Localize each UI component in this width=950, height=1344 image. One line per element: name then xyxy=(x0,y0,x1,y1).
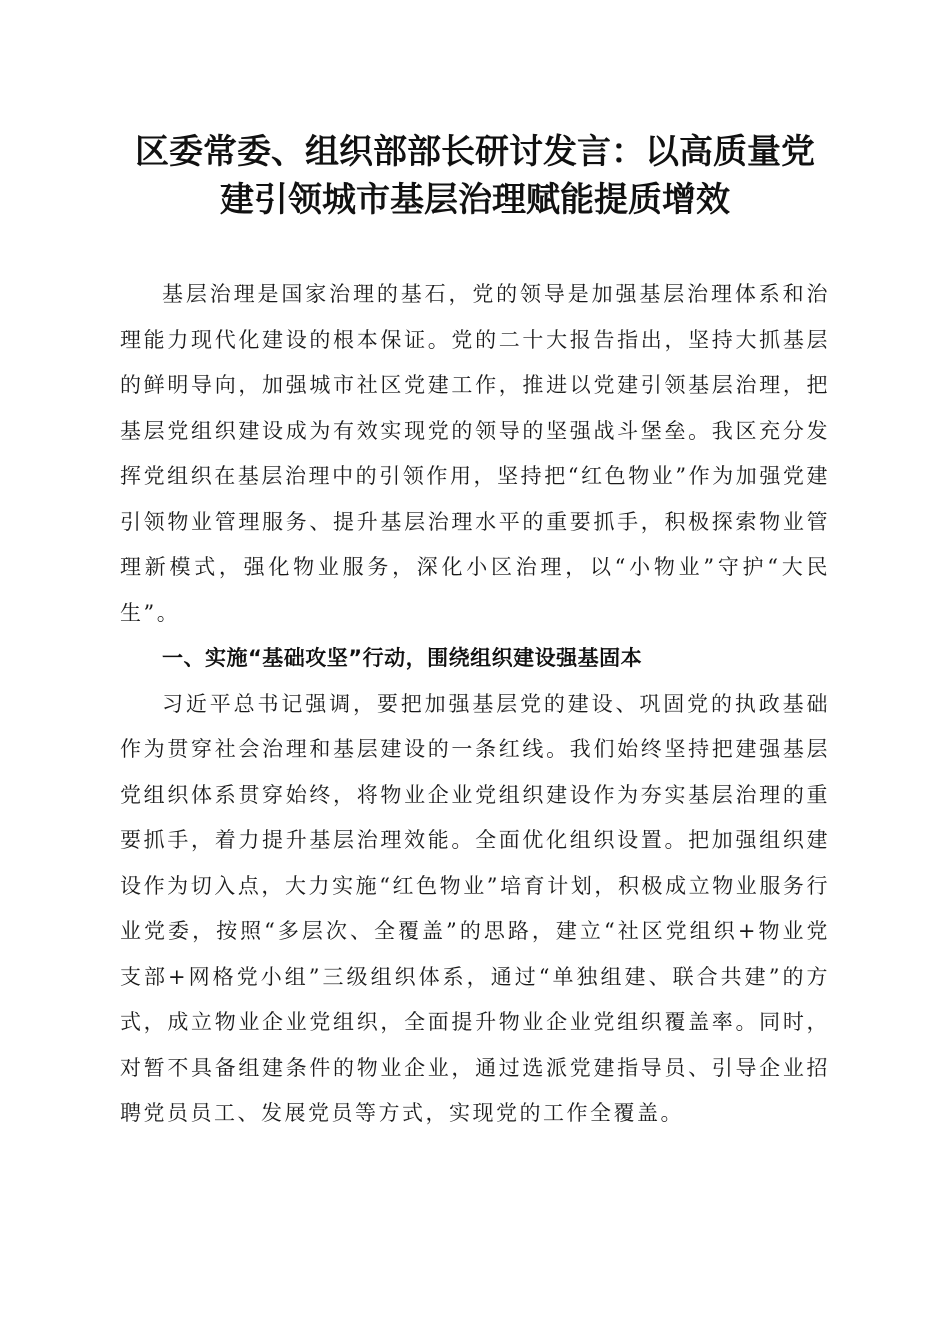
section-heading-1: 一、实施“基础攻坚”行动，围绕组织建设强基固本 xyxy=(162,646,643,670)
document-body xyxy=(120,272,830,1137)
title-line-1: 区委常委、组织部部长研讨发言：以高质量党 xyxy=(135,132,815,172)
document-title xyxy=(120,128,830,224)
document-page xyxy=(120,128,830,1137)
intro-paragraph: 基层治理是国家治理的基石，党的领导是加强基层治理体系和治理能力现代化建设的根本保证。党的二十大报告指出，坚持大抓基层的鲜明导向，加强城市社区党建工作，推进以党建引领基层治理，把基层党组织建设成为有效实现党的领导的坚强战斗堡垒。我区充分发挥党组织在基层治理中的引领作用，坚持把“红色物业”作为加强党建引领物业管理服务、提升基层治理水平的重要抓手，积极探索物业管理新模式，强化物业服务，深化小区治理，以“小物业”守护“大民生”。 xyxy=(120,282,830,625)
section-1-paragraph: 习近平总书记强调，要把加强基层党的建设、巩固党的执政基础作为贯穿社会治理和基层建设的一条红线。我们始终坚持把建强基层党组织体系贯穿始终，将物业企业党组织建设作为夯实基层治理的重要抓手，着力提升基层治理效能。全面优化组织设置。把加强组织建设作为切入点，大力实施“红色物业”培育计划，积极成立物业服务行业党委，按照“多层次、全覆盖”的思路，建立“社区党组织+物业党支部+网格党小组”三级组织体系，通过“单独组建、联合共建”的方式，成立物业企业党组织，全面提升物业企业党组织覆盖率。同时，对暂不具备组建条件的物业企业，通过选派党建指导员、引导企业招聘党员员工、发展党员等方式，实现党的工作全覆盖。 xyxy=(120,691,830,1125)
title-line-2: 建引领城市基层治理赋能提质增效 xyxy=(220,180,730,220)
